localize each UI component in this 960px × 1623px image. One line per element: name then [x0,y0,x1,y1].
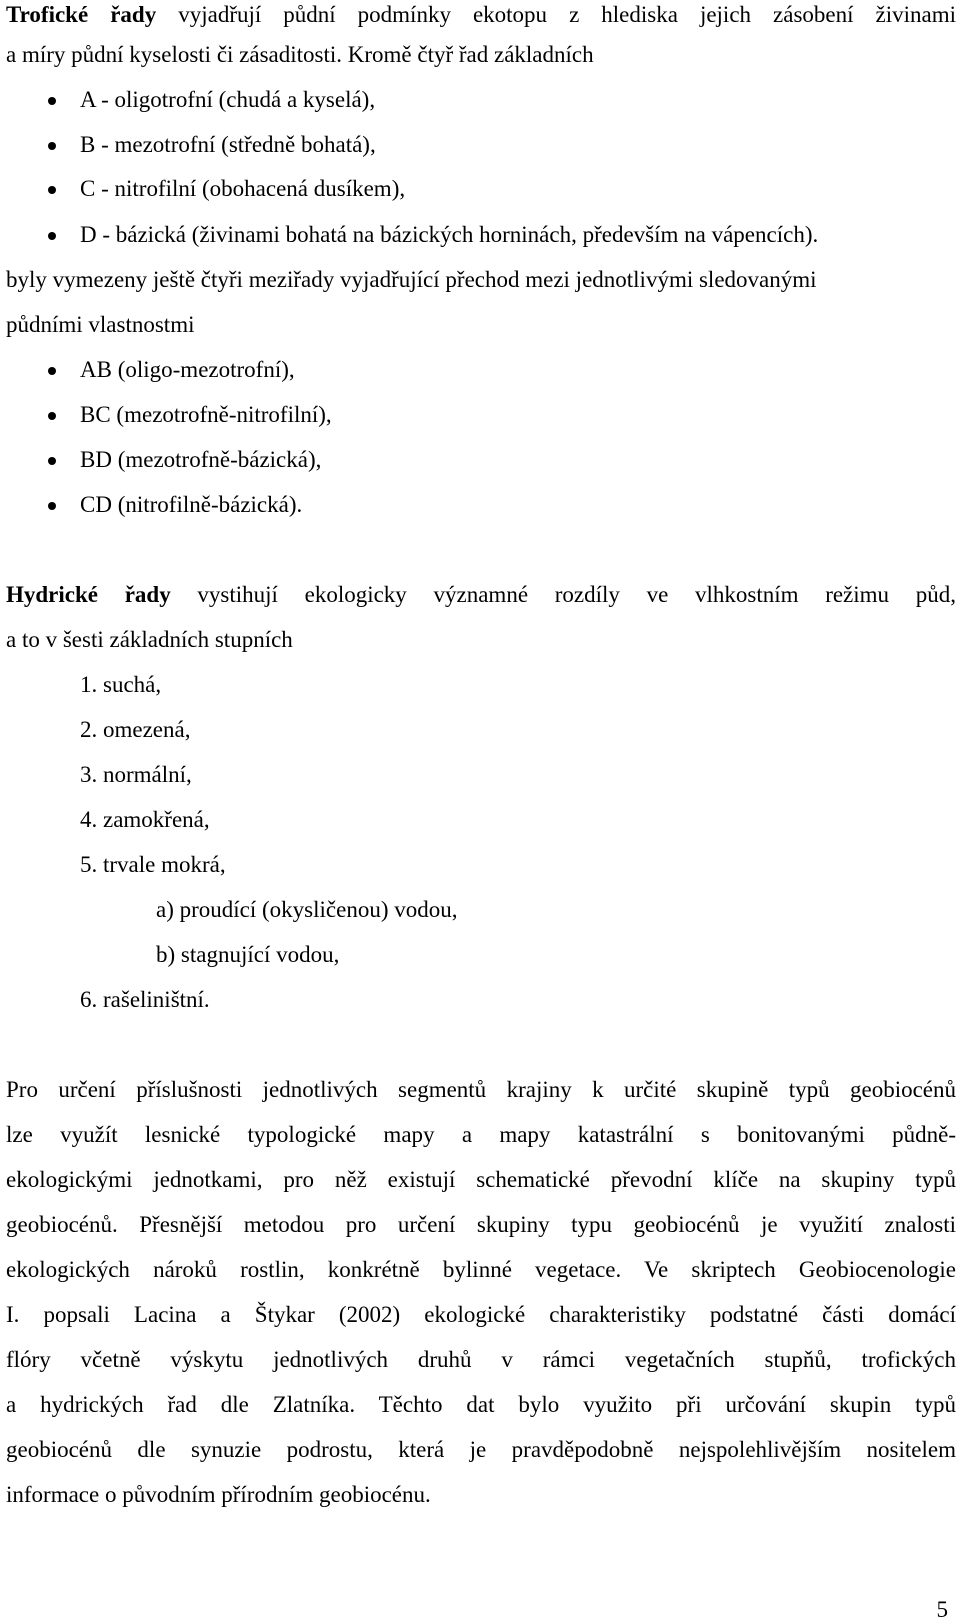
basic-series-item-b: B - mezotrofní (středně bohatá), [80,130,376,160]
hydric-grade-2: 2. omezená, [80,717,191,742]
hydric-subgrade-a: a) proudící (okysličenou) vodou, [156,897,458,922]
trophic-intro-line-2: a míry půdní kyselosti či zásaditosti. Kromě čtyř řad základních [6,42,594,67]
intermediate-series-item-cd: CD (nitrofilně-bázická). [80,490,302,520]
intermediate-intro-line-2: půdními vlastnostmi [6,312,195,337]
intermediate-series-item-bc: BC (mezotrofně-nitrofilní), [80,400,332,430]
basic-series-item-d: D - bázická (živinami bohatá na bázických horninách, především na vápencích). [80,220,818,250]
final-paragraph-line-2: lze využít lesnické typologické mapy a mapy katastrální s bonitovanými půdně- [6,1122,956,1147]
hydric-intro-line-2: a to v šesti základních stupních [6,627,293,652]
basic-series-item-a: A - oligotrofní (chudá a kyselá), [80,85,375,115]
intermediate-intro-line-1: byly vymezeny ještě čtyři meziřady vyjadřující přechod mezi jednotlivými sledovanými [6,267,817,292]
hydric-grade-5: 5. trvale mokrá, [80,852,226,877]
hydric-subgrade-b: b) stagnující vodou, [156,942,340,967]
hydric-grade-4: 4. zamokřená, [80,807,210,832]
trophic-intro-line-1 [6,0,956,30]
final-paragraph-line-3: ekologickými jednotkami, pro něž existují schematické převodní klíče na skupiny typů [6,1167,956,1192]
hydric-grade-3: 3. normální, [80,762,192,787]
final-paragraph-line-10: informace o původním přírodním geobiocénu. [6,1482,431,1507]
trophic-intro-text: vyjadřují půdní podmínky ekotopu z hlediska jejich zásobení živinami [156,2,956,27]
hydric-intro-line-1 [6,580,956,610]
final-paragraph-line-6: I. popsali Lacina a Štykar (2002) ekologické charakteristiky podstatné části domácí [6,1302,956,1327]
final-paragraph-line-7: flóry včetně výskytu jednotlivých druhů v rámci vegetačních stupňů, trofických [6,1347,956,1372]
intermediate-series-item-ab: AB (oligo-mezotrofní), [80,355,295,385]
hydric-title: Hydrické řady [6,582,171,607]
hydric-grade-1: 1. suchá, [80,672,162,697]
basic-series-item-c: C - nitrofilní (obohacená dusíkem), [80,174,405,204]
hydric-intro-text: vystihují ekologicky významné rozdíly ve vlhkostním režimu půd, [170,582,956,607]
final-paragraph-line-1: Pro určení příslušnosti jednotlivých segmentů krajiny k určité skupině typů geobiocénů [6,1077,956,1102]
hydric-grade-6: 6. rašeliništní. [80,987,210,1012]
final-paragraph-line-8: a hydrických řad dle Zlatníka. Těchto dat bylo využito při určování skupin typů [6,1392,956,1417]
final-paragraph-line-4: geobiocénů. Přesnější metodou pro určení skupiny typu geobiocénů je využití znalosti [6,1212,956,1237]
intermediate-series-item-bd: BD (mezotrofně-bázická), [80,445,321,475]
final-paragraph-line-5: ekologických nároků rostlin, konkrétně bylinné vegetace. Ve skriptech Geobiocenologie [6,1257,956,1282]
trophic-title: Trofické řady [6,2,157,27]
final-paragraph-line-9: geobiocénů dle synuzie podrostu, která je pravděpodobně nejspolehlivějším nositelem [6,1437,956,1462]
page-number: 5 [936,1597,948,1622]
